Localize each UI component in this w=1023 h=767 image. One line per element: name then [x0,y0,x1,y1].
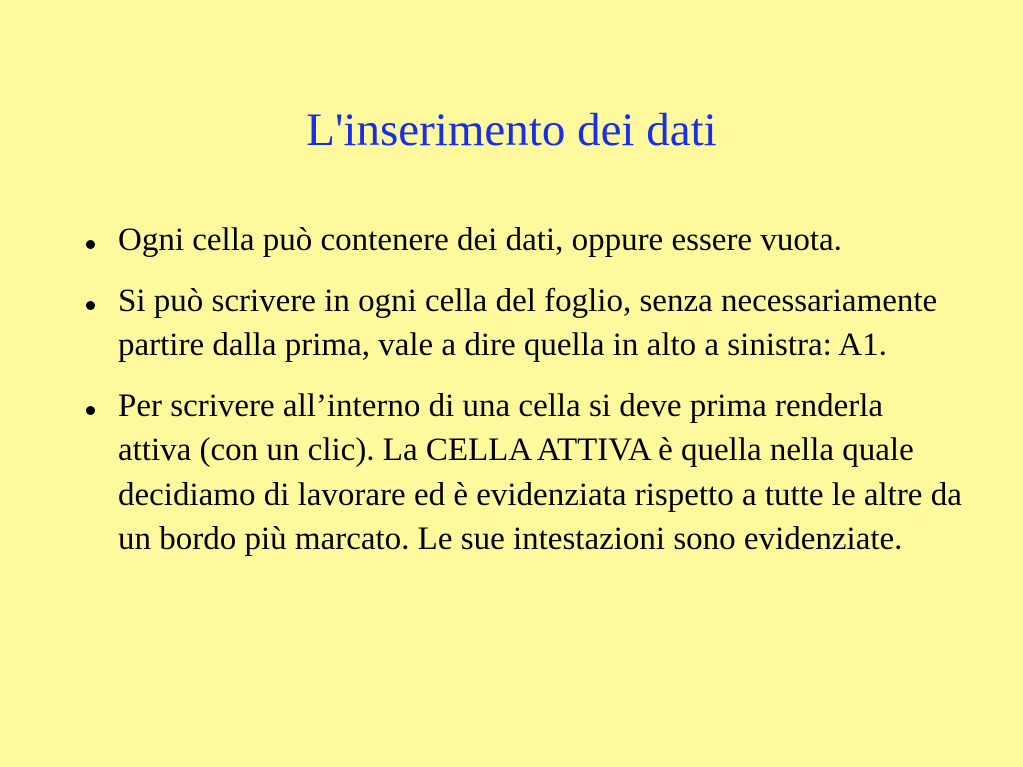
bullet-dot-icon [86,240,95,249]
bullet-text: Ogni cella può contenere dei dati, oppure essere vuota. [118,222,842,258]
bullet-item [84,384,964,562]
bullet-dot-icon [86,406,95,415]
bullet-text: Per scrivere all’interno di una cella si deve prima renderla attiva (con un clic). La CELLA ATTIVA è quella nella quale decidiamo di lavorare ed è evidenziata rispetto a tutte le altre da un bordo più marcato. Le sue intestazioni sono evidenziate. [118,387,962,557]
bullet-list [84,218,964,578]
slide-title: L'inserimento dei dati [306,104,717,156]
bullet-item [84,218,964,263]
bullet-dot-icon [86,301,95,310]
bullet-text: Si può scrivere in ogni cella del foglio, senza necessariamente partire dalla prima, vale a dire quella in alto a sinistra: A1. [118,282,938,363]
bullet-item [84,279,964,368]
